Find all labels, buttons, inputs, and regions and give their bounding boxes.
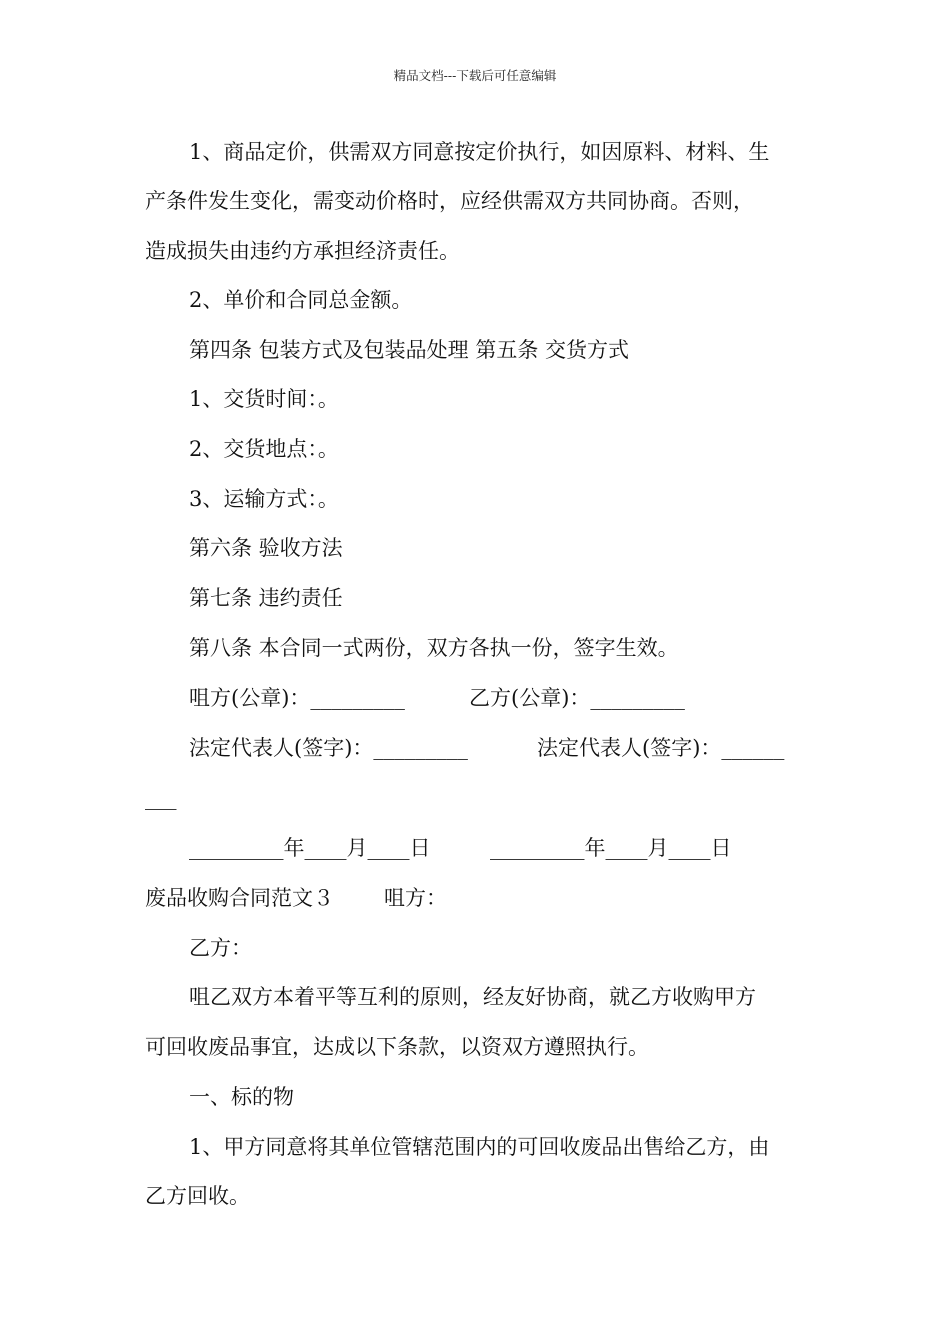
clause-price-line2: 产条件发生变化，需变动价格时，应经供需双方共同协商。否则， xyxy=(145,189,754,213)
seal-party-a: 咀方(公章)：_________ xyxy=(189,686,405,710)
intro-line2: 可回收废品事宜，达成以下条款，以资双方遵照执行。 xyxy=(145,1035,649,1059)
article-4-5: 第四条 包装方式及包装品处理 第五条 交货方式 xyxy=(189,338,630,362)
legal-rep-a: 法定代表人(签字)：_________ xyxy=(189,736,468,760)
delivery-time: 1、交货时间：。 xyxy=(189,387,339,411)
article-6: 第六条 验收方法 xyxy=(189,536,343,560)
section-1-title: 一、标的物 xyxy=(189,1085,294,1109)
clause-unit-price: 2、单价和合同总金额。 xyxy=(189,288,413,312)
legal-rep-b: 法定代表人(签字)：______ xyxy=(537,736,785,760)
clause-price-line3: 造成损失由违约方承担经济责任。 xyxy=(145,239,460,263)
party-a-label: 咀方： xyxy=(384,886,447,910)
contract-title-3: 废品收购合同范文３ xyxy=(145,886,334,910)
article-8: 第八条 本合同一式两份，双方各执一份，签字生效。 xyxy=(189,636,679,660)
article-7: 第七条 违约责任 xyxy=(189,586,343,610)
date-party-b: _________年____月____日 xyxy=(490,836,732,860)
party-b-label: 乙方： xyxy=(189,936,252,960)
delivery-method: 3、运输方式：。 xyxy=(189,487,339,511)
page-header: 精品文档---下载后可任意编辑 xyxy=(393,68,557,83)
section-1-item1-line2: 乙方回收。 xyxy=(145,1184,250,1208)
section-1-item1-line1: 1、甲方同意将其单位管辖范围内的可回收废品出售给乙方，由 xyxy=(189,1135,770,1159)
delivery-place: 2、交货地点：。 xyxy=(189,437,339,461)
date-party-a: _________年____月____日 xyxy=(189,836,431,860)
intro-line1: 咀乙双方本着平等互利的原则，经友好协商，就乙方收购甲方 xyxy=(189,985,756,1009)
clause-price-line1: 1、商品定价，供需双方同意按定价执行，如因原料、材料、生 xyxy=(189,140,770,164)
legal-rep-b-continued: ___ xyxy=(145,786,177,810)
seal-party-b: 乙方(公章)：_________ xyxy=(469,686,685,710)
